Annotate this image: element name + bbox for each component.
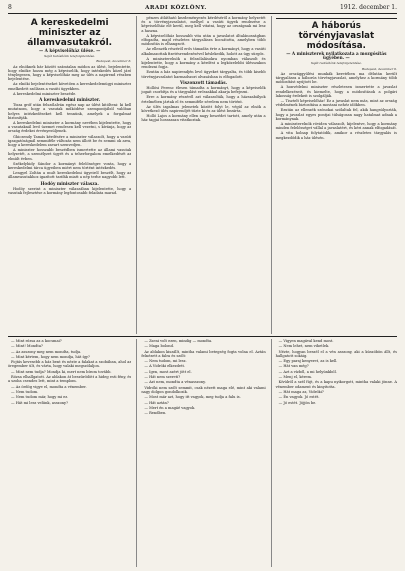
dateline-3: Saját tudósítónk telefonjelentése. bbox=[310, 61, 362, 66]
article-headline-1: A kereskedelmi miniszter az államvasutakról. bbox=[27, 18, 113, 48]
section-heading-1: A kereskedelmi miniszter. bbox=[39, 97, 101, 103]
paragraph: — Menj el, kérem. bbox=[278, 375, 313, 380]
paragraph: Rózsa elhallgatott. Az ablakon át beszűrődött a hideg esti fény, és a szoba csendes lett, mint a templom. bbox=[8, 375, 132, 384]
article-column-1 bbox=[8, 16, 131, 334]
section-divider bbox=[8, 336, 397, 337]
fiction-column-1 bbox=[8, 339, 131, 567]
place-1: Budapest, december 6. bbox=[96, 59, 132, 64]
article-subhead-1: — A képviselőház ülése. — bbox=[39, 48, 101, 53]
paragraph: A képviselőház hosszabb vita után a javaslatot általánosságban elfogadta, majd részletes tárgyalásra bocsátotta, amelyben több módosítás is elhangzott. bbox=[141, 33, 266, 47]
paragraph: Hollósi Ferenc élesen támadta a kormányt, hogy a képviselők jogait csorbítja és a tárgyalást erőszakkal akarja befejezni. bbox=[141, 86, 266, 95]
paragraph: A miniszterelnök a felszólalásokra nyomban válaszolt és kijelentette, hogy a kormány a kérdést a legközelebbi ülésszakon rendezni fogja. bbox=[141, 56, 266, 70]
paragraph: — Hát mi lesz velünk, asszony? bbox=[11, 400, 69, 405]
paragraph: Az ülés izgalmas jelenetek között folyt le, végül az elnök a következő ülés napirendjét tűzte ki és az ülést bezárta. bbox=[141, 104, 266, 114]
paragraph: Az országgyűlési munkák keretében ma délután került tárgyalásra a háborús törvényjavaslat, amelyhez a kormány több módosítást nyújtott be. bbox=[275, 71, 397, 85]
paragraph: — Nem tudom, mi lesz. bbox=[144, 359, 187, 364]
article-body-3 bbox=[276, 72, 397, 140]
paragraph: — Azt a vízből, a mi helyünkből. bbox=[278, 369, 337, 374]
place-3: Budapest, december 6. bbox=[361, 66, 397, 71]
paragraph: — Mint! Mondta? bbox=[11, 344, 43, 349]
paragraph: — Maga bolond. bbox=[144, 344, 175, 349]
article-body-2b bbox=[141, 86, 265, 123]
paragraph: Hodóy szerint a miniszter válaszában kijelentette, hogy a vasutak fejlesztése a kormány legfontosabb feladata marad. bbox=[8, 186, 132, 196]
paragraph: — Nem lehet, nem vihetlek. bbox=[278, 344, 330, 349]
paragraph: — Nem tudom már, hogy mi ez. bbox=[11, 395, 69, 400]
page-number: 8 bbox=[8, 4, 12, 11]
paragraph: Székelyhidy Sándor a kormányt felelősségre vonta, hogy a kereskedelmi tárca ügyeiben miért nem történt intézkedés. bbox=[8, 161, 132, 171]
paragraph: A kereskedelmi miniszter beszéde. bbox=[13, 91, 77, 96]
fiction-column-3 bbox=[271, 339, 397, 567]
paragraph: A vita holnap folytatódik, amikor a részletes tárgyalás is megkezdődik a ház ülésén. bbox=[275, 131, 397, 140]
paragraph: — Tisztelt képviselőház! Ez a javaslat nem más, mint az ország védelmének biztosítása a mostani nehéz időkben. bbox=[275, 99, 397, 108]
paragraph: — A Vidróki elkezdett. bbox=[144, 364, 186, 369]
paragraph: — Hát van még? bbox=[278, 364, 309, 369]
fiction-columns bbox=[8, 339, 397, 567]
paragraph: A kereskedelmi miniszter a kormány nevében kijelentette, hogy a vasutaknál levő üzemet rendesen kell vezetni, s kívánja, hogy az ország érdekei érvényesüljenek. bbox=[8, 121, 132, 134]
paragraph: — Mint kértem, hogy nem mondja, hát így? bbox=[11, 354, 90, 359]
paragraph: Ezután a ház napirendjén levő ügyeket tárgyalta, és több kisebb törvényjavaslatot harmadszori olvasásban is elfogadott. bbox=[141, 70, 266, 79]
paragraph: Lengyel Zoltán a mult kereskedelmi ügyeiről beszélt, hogy az államvasutakhoz igazított tarifák miatt a nép terhe nagyobb lett. bbox=[8, 171, 132, 180]
paragraph: Az ellenzék részéről erős támadás érte a kormányt, hogy a vasúti alkalmazottak fizetésrendezésével késlekedik, holott az ügy sürgős. bbox=[141, 47, 266, 56]
paragraph: — Azt nem, mondta a vénasszony. bbox=[144, 380, 206, 385]
paragraph: — Mint rózsa az a kocsmai? bbox=[11, 339, 62, 343]
paragraph: — Mint nem tudja? Mondja ki, mert nem bírom tovább. bbox=[11, 369, 112, 374]
paragraph: — Nem tudom. bbox=[11, 389, 39, 394]
paragraph: Ghiczendy Tamás kérdésére a miniszter válaszolt, hogy a vasúti igazgatóságnál semmiféle változás nem állott be és semmi ok arra, hogy a kereskedelem zavart szenvedjen. bbox=[8, 134, 132, 148]
paragraph: — Most már azt, hogy itt vagyok, meg tudja a falu is. bbox=[144, 395, 241, 400]
section-heading-1b: Hodóy miniszter válasza. bbox=[40, 180, 99, 186]
fiction-column-2 bbox=[136, 339, 265, 567]
article-headline-3: A háborús törvényjavaslat módosítása. bbox=[298, 21, 375, 51]
article-body-2 bbox=[141, 16, 265, 79]
paragraph: — Hát aztán? bbox=[144, 400, 169, 405]
paragraph: Ezután az ellenzék szónokai szólaltak fel, akik hangsúlyozták, hogy a javaslat egyes pontjai túlságosan nagy hatalmat adnak a kormánynak. bbox=[275, 108, 397, 121]
paragraph: A miniszter hosszabb beszédben ismertette az állami vasutak helyzetét, a személyzet ügyét és a teherforgalom emelkedését az elmúlt évben. bbox=[8, 148, 132, 161]
upper-columns bbox=[8, 16, 397, 334]
paragraph: — Vigyen magával kend most. bbox=[278, 339, 334, 343]
paragraph: — Én vagyok. Jó estét. bbox=[278, 395, 320, 400]
paragraph: — Jó estét. Jöjjön be. bbox=[278, 400, 317, 405]
paragraph: Fojtás kevesebb a ház bent és nézte a falakat a szobában, ahol az öregember ült, és várta, hogy valaki megszólaljon. bbox=[8, 360, 132, 369]
paragraph: — Hát maga az, Vidróki? bbox=[278, 389, 324, 394]
masthead bbox=[8, 4, 397, 14]
paragraph: A honvédelmi miniszter részletesen ismertette a javaslat rendelkezéseit, és kiemelte, hogy a módosítások a polgári lakosság érdekeit is szolgálják. bbox=[275, 85, 397, 98]
paragraph: — Igen, most azért jött el. bbox=[144, 369, 192, 374]
paragraph: Az elnöknek bár között számtalan módon az ülést, bejelentette, hogy elnöke hozza még a képviselők, hogy intézkedés közel járó ténylegesen, hogy a képviselőház meg az ülés a napirend részben bejelentése. bbox=[8, 64, 132, 82]
article-body-1b bbox=[8, 103, 131, 179]
paragraph: A miniszterelnök röviden válaszolt, kijelentve, hogy a kormány minden felelősséget vállal a javaslatért, és kéri annak elfogadását. bbox=[275, 122, 397, 131]
paragraph: — Zseni volt ezen, mindig — mondta. bbox=[144, 339, 213, 343]
article-body-1 bbox=[8, 65, 131, 96]
dateline-1: Saját tudósítónk telefonjelentése. bbox=[44, 54, 96, 59]
paragraph: — Hát nem szereti? bbox=[144, 375, 181, 380]
article-subhead-3: — A miniszterek nyilatkozata a mozgósítás ügyében. — bbox=[286, 51, 387, 61]
paragraph: Nézte, hogyan beszél el a vén asszony, aki a küszöbön állt, és hallgatott sokáig. bbox=[275, 349, 397, 358]
issue-date: 1912. december 1. bbox=[340, 4, 397, 11]
divider bbox=[276, 18, 397, 19]
paragraph: — Mert én a magáé vagyok. bbox=[144, 405, 196, 410]
article-column-3 bbox=[271, 16, 397, 334]
paragraph: Holló Lajos a kormány ellen nagy beszédet tartott, amely után a ház tagjai hosszasan vitatkoztak. bbox=[141, 114, 266, 123]
paragraph: — Rendben. bbox=[144, 411, 167, 416]
paragraph: Az ablakon kiszállt, mintha valami betegség fogta volna el. Aztán felnézett a falra és szólt: bbox=[141, 349, 266, 358]
paragraph: Az elnöki bejelentéseket követően a kereskedelemügyi miniszter emelkedett szólásra a vasúti ügyekben. bbox=[8, 82, 132, 91]
article-body-1c bbox=[8, 187, 131, 195]
article-column-2 bbox=[136, 16, 265, 334]
paragraph: — Az asszony meg nem mondta, tudja. bbox=[11, 349, 82, 354]
newspaper-page bbox=[8, 4, 397, 567]
paragraph: pénzes átlátható kezdeményezés kérdéséről a kormány helyzetét és a törvényjavaslatot, mellyel a vasúti ügyek rendezése a képviselőház elé kerül, meg kell vitatni, hogy az országnak mi lesz a haszna. bbox=[141, 16, 266, 33]
paragraph: Kívülről a szél fújt, és a kapu nyikorgott, mintha valaki jönne. A vénember odament és kinyitotta. bbox=[275, 380, 397, 389]
paper-name: ARADI KÖZLÖNY. bbox=[145, 5, 207, 11]
section-heading-2: Viszonzott támadás. bbox=[179, 79, 228, 85]
paragraph: — Az ördög vigye el, mondta a vénember. bbox=[11, 384, 87, 389]
paragraph: Vidróki nem szólt semmit, csak nézett maga elé, mint aki valami nagy dolgon gondolkozik. bbox=[141, 385, 266, 394]
paragraph: Tisza gróf után felszólalván egész nap az ülést kitölteni: ki kell mutatnom, hogy a vasutak működése szempontjából valóban helyes intézkedéseket kell tennünk, amelyek a forgalmat biztosítják. bbox=[8, 103, 132, 120]
paragraph: Erre a kormány részéről azt válaszolták, hogy a házszabályok értelmében jártak el és semmiféle sérelem nem történt. bbox=[141, 95, 266, 104]
paragraph: — Egy paraj kenyeret, az is kell. bbox=[278, 359, 338, 364]
